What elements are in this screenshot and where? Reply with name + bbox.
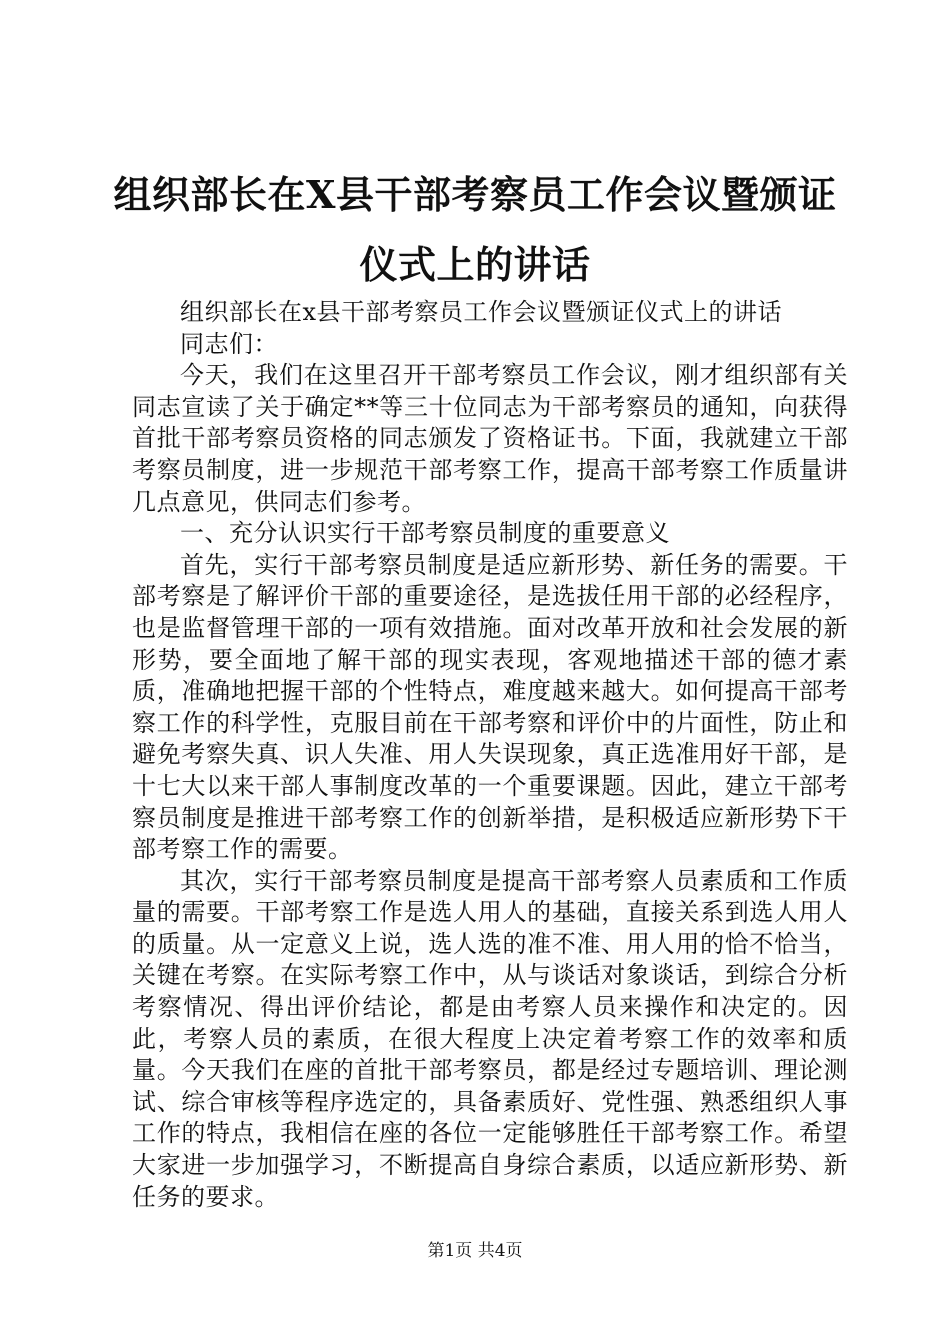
page-number-footer: 第1页 共4页 bbox=[427, 1241, 523, 1261]
paragraph-second-point: 其次，实行干部考察员制度是提高干部考察人员素质和工作质量的需要。干部考察工作是选人用人的基础，直接关系到选人用人的质量。从一定意义上说，选人选的准不准、用人用的恰不恰当，关键在考察。在实际考察工作中，从与谈话对象谈话，到综合分析考察情况、得出评价结论，都是由考察人员来操作和决定的。因此，考察人员的素质，在很大程度上决定着考察工作的效率和质量。今天我们在座的首批干部考察员，都是经过专题培训、理论测试、综合审核等程序选定的，具备素质好、党性强、熟悉组织人事工作的特点，我相信在座的各位一定能够胜任干部考察工作。希望大家进一步加强学习，不断提高自身综合素质，以适应新形势、新任务的要求。 bbox=[132, 866, 848, 1211]
document-title: 组织部长在X县干部考察员工作会议暨颁证仪式上的讲话 bbox=[113, 172, 837, 287]
paragraph-heading-repeat: 组织部长在x县干部考察员工作会议暨颁证仪式上的讲话 bbox=[180, 298, 783, 326]
paragraph-first-point: 首先，实行干部考察员制度是适应新形势、新任务的需要。干部考察是了解评价干部的重要途径，是选拔任用干部的必经程序，也是监督管理干部的一项有效措施。面对改革开放和社会发展的新形势，要全面地了解干部的现实表现，客观地描述干部的德才素质，准确地把握干部的个性特点，难度越来越大。如何提高干部考察工作的科学性，克服目前在干部考察和评价中的片面性，防止和避免考察失真、识人失准、用人失误现象，真正选准用好干部，是十七大以来干部人事制度改革的一个重要课题。因此，建立干部考察员制度是推进干部考察工作的创新举措，是积极适应新形势下干部考察工作的需要。 bbox=[132, 550, 848, 864]
section-heading-1: 一、充分认识实行干部考察员制度的重要意义 bbox=[180, 519, 670, 548]
document-body bbox=[132, 297, 848, 1213]
paragraph-intro: 今天，我们在这里召开干部考察员工作会议，刚才组织部有关同志宣读了关于确定**等三十位同志为干部考察员的通知，向获得首批干部考察员资格的同志颁发了资格证书。下面，我就建立干部考察员制度，进一步规范干部考察工作，提高干部考察工作质量讲几点意见，供同志们参考。 bbox=[132, 361, 848, 516]
paragraph-salutation: 同志们： bbox=[180, 329, 278, 358]
